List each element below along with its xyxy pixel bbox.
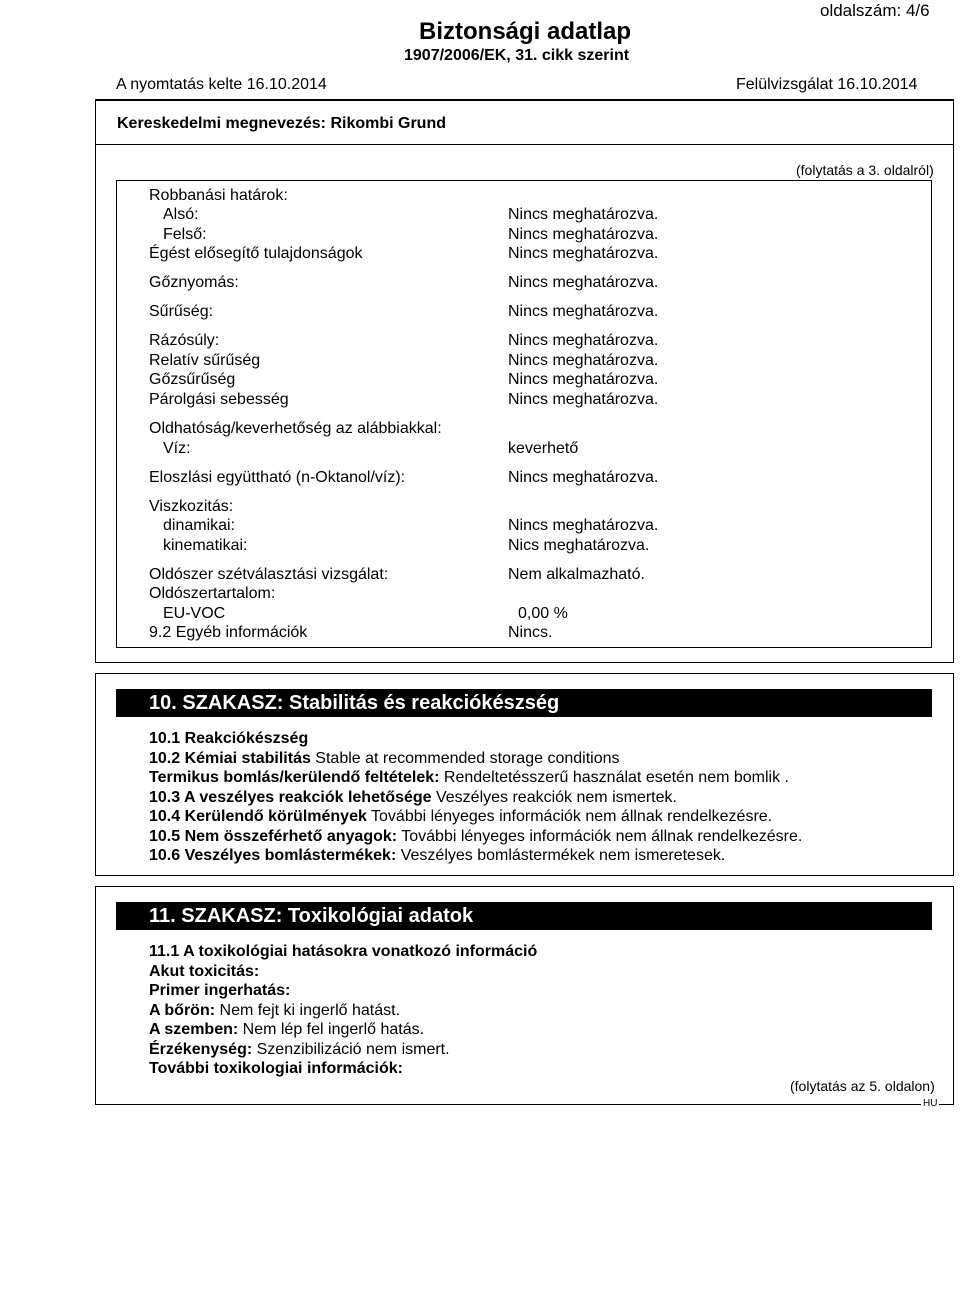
- dynamic-viscosity-label: dinamikai:: [163, 517, 236, 534]
- incompatible-materials-line: [149, 828, 802, 846]
- relative-density-value: Nincs meghatározva.: [508, 352, 659, 369]
- skin-text: Nem fejt ki ingerlő hatást.: [215, 1002, 401, 1019]
- vapour-density-value: Nincs meghatározva.: [508, 371, 659, 388]
- further-toxicological-label: További toxikologiai információk:: [149, 1060, 403, 1077]
- conditions-to-avoid-text: További lényeges információk nem állnak rendelkezésre.: [366, 808, 773, 825]
- water-label: Víz:: [163, 440, 191, 457]
- oxidizing-label: Égést elősegítő tulajdonságok: [149, 245, 363, 262]
- continued-to: (folytatás az 5. oldalon): [790, 1078, 935, 1094]
- acute-toxicity-label: Akut toxicitás:: [149, 963, 260, 980]
- chemical-stability-line: [149, 750, 619, 768]
- eye-line: [149, 1021, 424, 1039]
- reactivity-heading: 10.1 Reakciókészség: [149, 730, 309, 747]
- kinematic-viscosity-label: kinematikai:: [163, 537, 248, 554]
- viscosity-label: Viszkozitás:: [149, 498, 234, 515]
- lower-limit-label: Alsó:: [163, 206, 199, 223]
- incompatible-materials-text: További lényeges információk nem állnak rendelkezésre.: [397, 828, 803, 845]
- chemical-stability-label: 10.2 Kémiai stabilitás: [149, 750, 311, 767]
- conditions-to-avoid-line: [149, 808, 772, 826]
- decomposition-products-text: Veszélyes bomlástermékek nem ismeretesek.: [396, 847, 726, 864]
- chemical-stability-text: Stable at recommended storage conditions: [310, 750, 620, 767]
- decomposition-products-line: [149, 847, 725, 865]
- primary-irritation-label: Primer ingerhatás:: [149, 982, 291, 999]
- bulk-density-label: Rázósúly:: [149, 332, 220, 349]
- relative-density-label: Relatív sűrűség: [149, 352, 261, 369]
- document-title: Biztonsági adatlap: [419, 18, 632, 45]
- conditions-to-avoid-label: 10.4 Kerülendő körülmények: [149, 808, 367, 825]
- solubility-label: Oldhatóság/keverhetőség az alábbiakkal:: [149, 420, 442, 437]
- explosion-limits-label: Robbanási határok:: [149, 187, 288, 204]
- skin-line: [149, 1002, 400, 1020]
- density-value: Nincs meghatározva.: [508, 303, 659, 320]
- skin-label: A bőrön:: [149, 1002, 216, 1019]
- decomposition-products-label: 10.6 Veszélyes bomlástermékek:: [149, 847, 397, 864]
- partition-label: Eloszlási együttható (n-Oktanol/víz):: [149, 469, 406, 486]
- evaporation-label: Párolgási sebesség: [149, 391, 289, 408]
- solvent-separation-label: Oldószer szétválasztási vizsgálat:: [149, 566, 389, 583]
- hazardous-reactions-line: [149, 789, 677, 807]
- thermal-decomposition-line: [149, 769, 789, 787]
- oxidizing-value: Nincs meghatározva.: [508, 245, 659, 262]
- partition-value: Nincs meghatározva.: [508, 469, 659, 486]
- kinematic-viscosity-value: Nics meghatározva.: [508, 537, 650, 554]
- thermal-decomposition-text: Rendeltetésszerű használat esetén nem bomlik .: [439, 769, 789, 786]
- other-info-value: Nincs.: [508, 624, 553, 641]
- dynamic-viscosity-value: Nincs meghatározva.: [508, 517, 659, 534]
- bulk-density-value: Nincs meghatározva.: [508, 332, 659, 349]
- vapour-density-label: Gőzsűrűség: [149, 371, 236, 388]
- toxicological-info-heading: 11.1 A toxikológiai hatásokra vonatkozó információ: [149, 943, 538, 960]
- vapour-pressure-label: Gőznyomás:: [149, 274, 239, 291]
- hazardous-reactions-text: Veszélyes reakciók nem ismertek.: [431, 789, 677, 806]
- document-subtitle: 1907/2006/EK, 31. cikk szerint: [404, 47, 630, 64]
- section-11-heading: 11. SZAKASZ: Toxikológiai adatok: [116, 902, 932, 930]
- continued-from: (folytatás a 3. oldalról): [796, 162, 934, 178]
- solvent-content-label: Oldószertartalom:: [149, 585, 276, 602]
- sensitization-label: Érzékenység:: [149, 1041, 253, 1058]
- density-label: Sűrűség:: [149, 303, 214, 320]
- water-value: keverhető: [508, 440, 579, 457]
- vapour-pressure-value: Nincs meghatározva.: [508, 274, 659, 291]
- eye-text: Nem lép fel ingerlő hatás.: [238, 1021, 425, 1038]
- thermal-decomposition-label: Termikus bomlás/kerülendő feltételek:: [149, 769, 440, 786]
- print-date: A nyomtatás kelte 16.10.2014: [116, 76, 327, 93]
- trade-name-box: [95, 100, 954, 145]
- revision-date: Felülvizsgálat 16.10.2014: [736, 76, 918, 93]
- sensitization-text: Szenzibilizáció nem ismert.: [252, 1041, 450, 1058]
- solvent-separation-value: Nem alkalmazható.: [508, 566, 645, 583]
- sensitization-line: [149, 1041, 450, 1059]
- trade-name: Kereskedelmi megnevezés: Rikombi Grund: [117, 115, 446, 132]
- lower-limit-value: Nincs meghatározva.: [508, 206, 659, 223]
- hazardous-reactions-label: 10.3 A veszélyes reakciók lehetősége: [149, 789, 432, 806]
- upper-limit-label: Felső:: [163, 226, 207, 243]
- euvoc-value: 0,00 %: [518, 605, 568, 622]
- language-code: HU: [923, 1098, 938, 1109]
- page-number: oldalszám: 4/6: [820, 1, 930, 20]
- euvoc-label: EU-VOC: [163, 605, 226, 622]
- other-info-label: 9.2 Egyéb információk: [149, 624, 308, 641]
- incompatible-materials-label: 10.5 Nem összeférhető anyagok:: [149, 828, 398, 845]
- section-10-heading: 10. SZAKASZ: Stabilitás és reakciókészség: [116, 689, 932, 717]
- evaporation-value: Nincs meghatározva.: [508, 391, 659, 408]
- eye-label: A szemben:: [149, 1021, 239, 1038]
- upper-limit-value: Nincs meghatározva.: [508, 226, 659, 243]
